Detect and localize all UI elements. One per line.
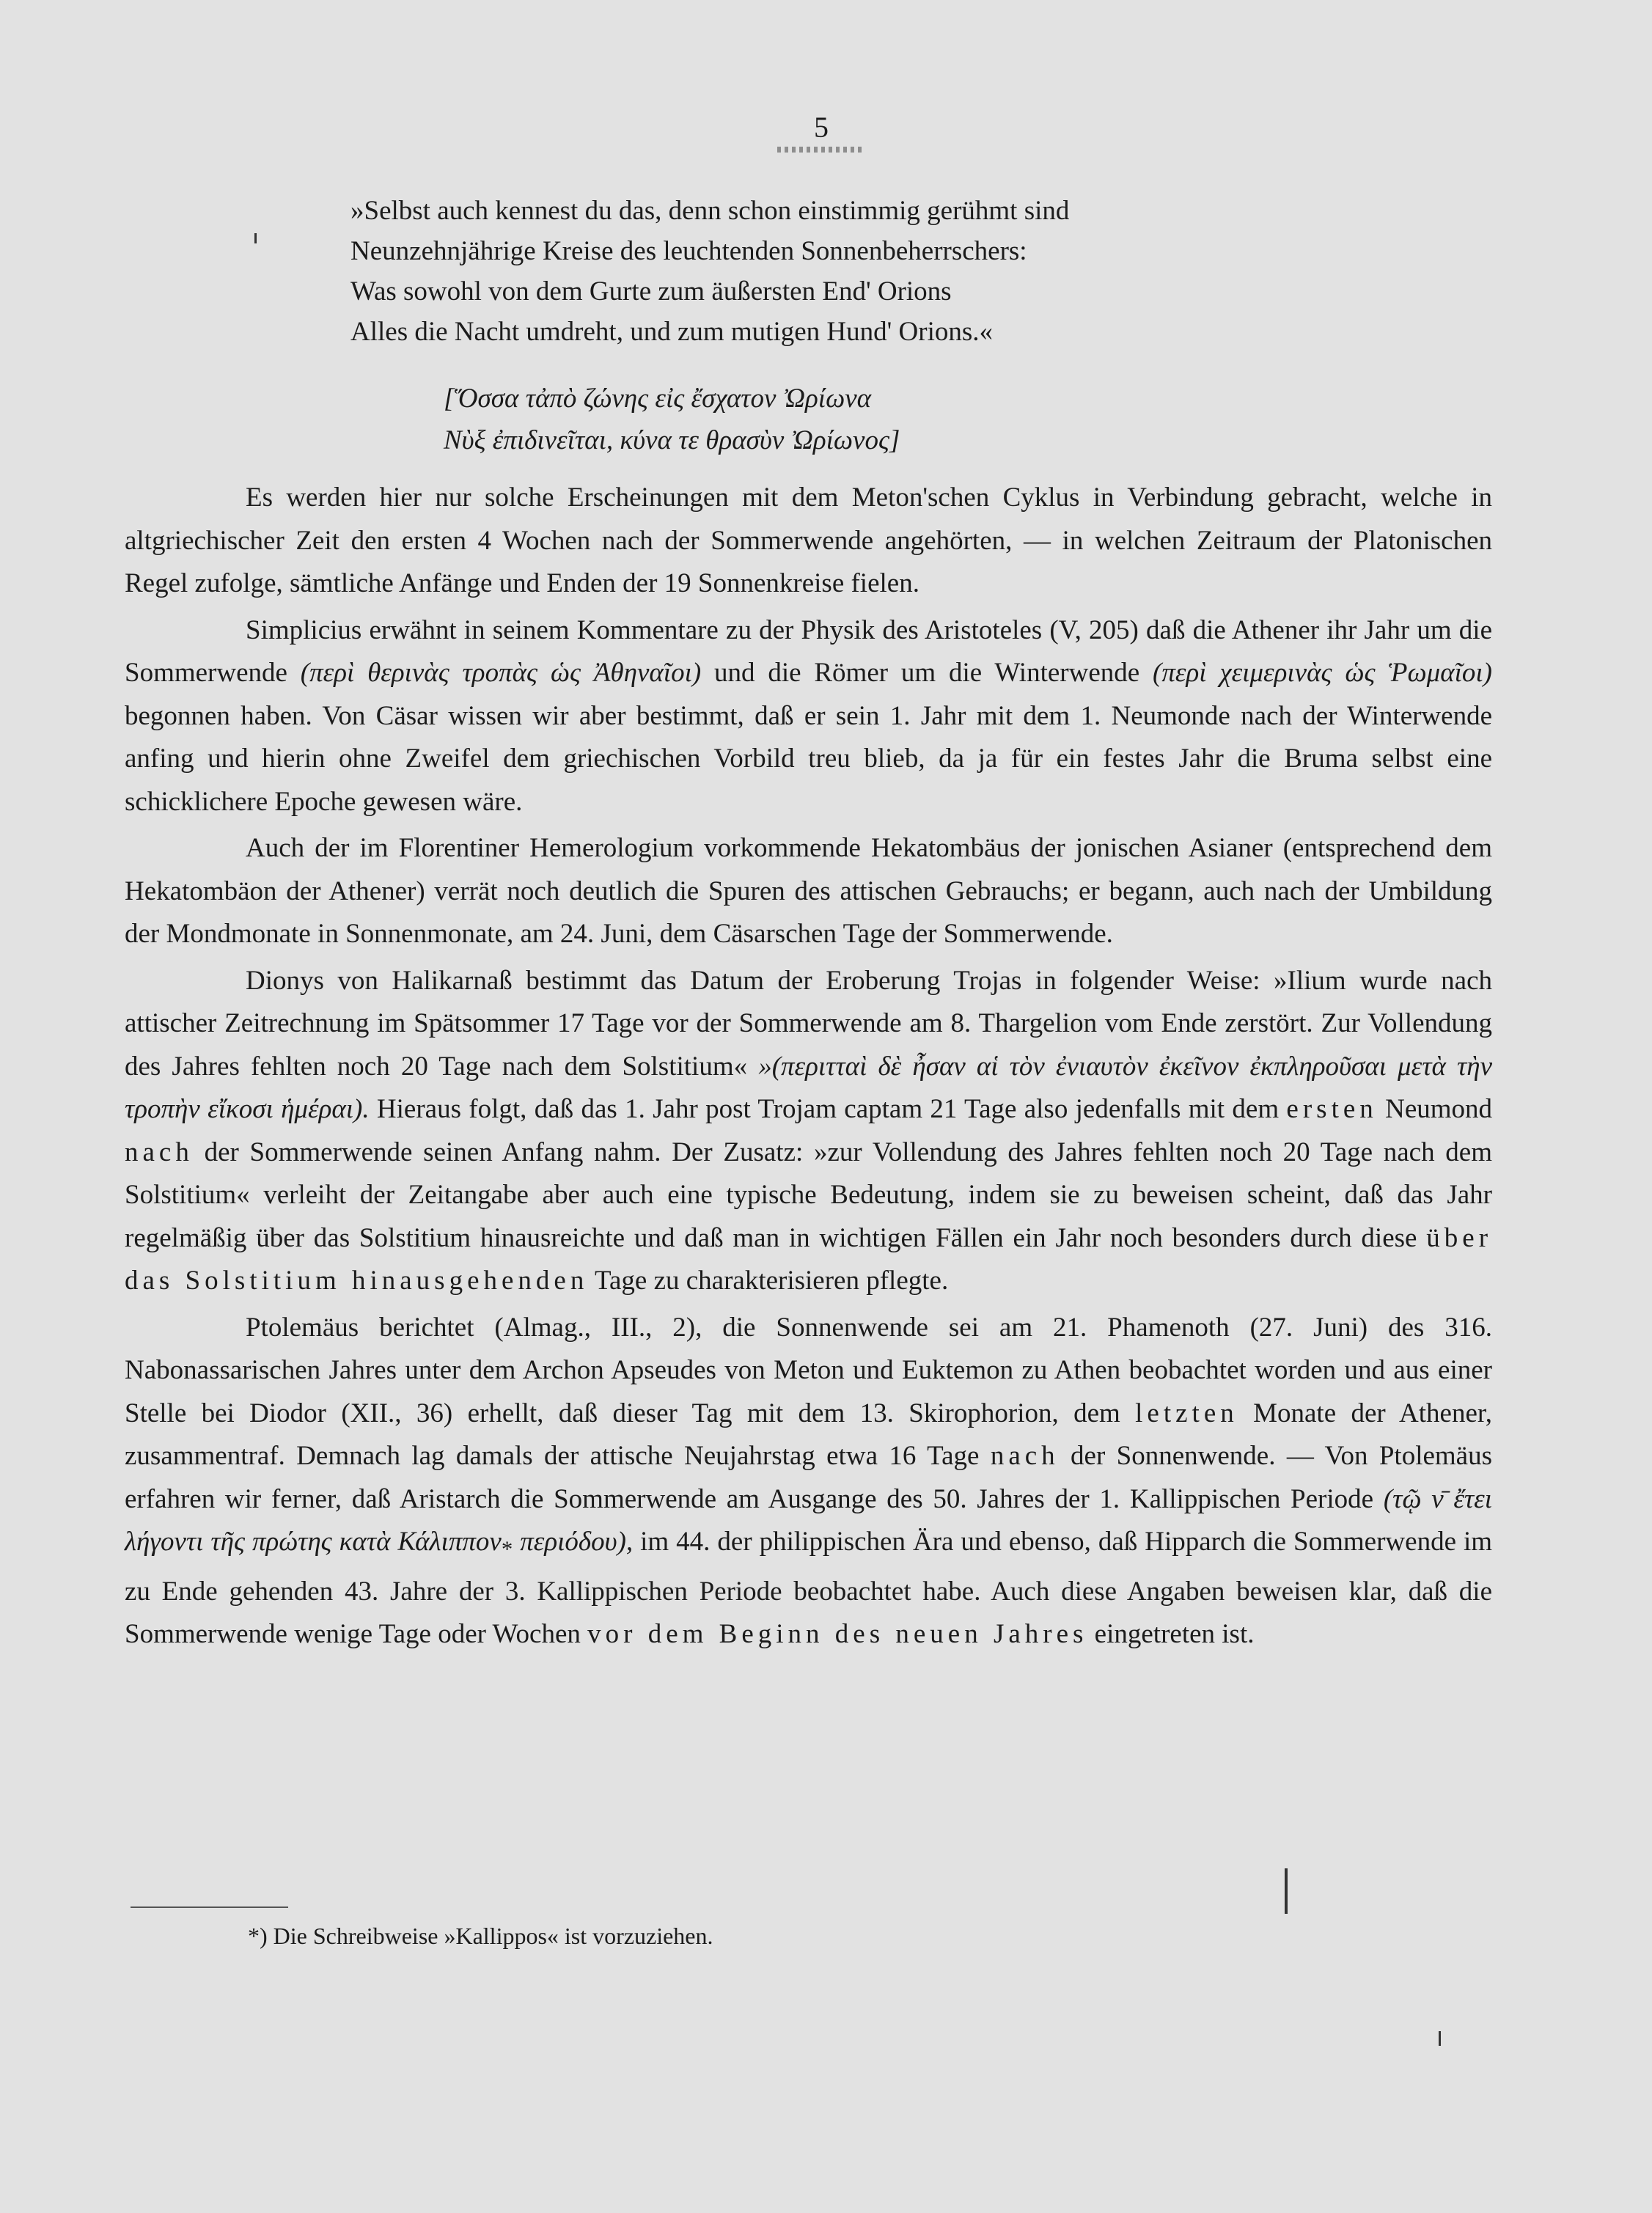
text-run: begonnen haben. Von Cäsar wissen wir aber bestimmt, daß er sein 1. Jahr mit dem 1. Neumonde nach der Winterwende anfing und hierin ohne Zweifel dem griechischen Vorbild treu blieb, da ja für ein festes Jahr die Bruma selbst eine schicklichere Epoche gewesen wäre.: [125, 700, 1492, 817]
spaced-emphasis: nach: [125, 1137, 194, 1167]
greek-verse-line: [Ὅσσα τἀπὸ ζώνης εἰς ἔσχατον Ὠρίωνα: [444, 383, 872, 414]
text-run: eingetreten ist.: [1094, 1619, 1255, 1650]
text-run: Monate der Athener, zusammentraf. Demnach lag damals der attische Neujahrstag etwa 16 Tage: [125, 1398, 1492, 1471]
paragraph-simplicius: [125, 609, 1492, 824]
spaced-emphasis: vor dem Beginn des neuen Jahres: [587, 1619, 1088, 1650]
verse-line: »Selbst auch kennest du das, denn schon einstimmig gerühmt sind: [350, 196, 1070, 226]
text-run: Hieraus folgt, daß das 1. Jahr post Trojam captam 21 Tage also jedenfalls mit dem: [376, 1094, 1280, 1124]
text-run: Ptolemäus berichtet (Almag., III., 2), die Sonnenwende sei am 21. Phamenoth (27. Juni) des 316. Nabonassarischen Jahres unter dem Archon Apseudes von Meton und Euktemon zu Athen beobachtet worden und aus einer Stelle bei Diodor (XII., 36) erhellt, daß dieser Tag mit dem 13. Skirophorion, dem: [125, 1312, 1492, 1428]
spaced-emphasis: ersten: [1286, 1094, 1378, 1124]
spaced-emphasis: nach: [990, 1441, 1060, 1471]
text-run: der Sommerwende seinen Anfang nahm. Der Zusatz: »zur Vollendung des Jahres fehlten noch 20 Tage nach dem Solstitium« verleiht der Zeitangabe aber auch eine typische Bedeutung, indem sie zu beweisen scheint, daß das Jahr regelmäßig über das Solstitium hinausreichte und daß man in wichtigen Fällen ein Jahr noch besonders durch diese: [125, 1137, 1493, 1253]
scan-artifact: [1439, 2031, 1441, 2046]
scan-artifact: [1285, 1868, 1288, 1914]
scan-artifact: [254, 233, 257, 243]
paragraph-ptolemaeus: [125, 1307, 1492, 1656]
greek-quote: (τῷ ν̄ ἔτει λήγοντι τῆς πρώτης κατὰ Κάλιππον: [125, 1483, 1493, 1557]
page-number-ornament: [777, 147, 865, 153]
text-run: der Sonnenwende. — Von Ptolemäus erfahren wir ferner, daß Aristarch die Sommerwende am Ausgange des 50. Jahres der 1. Kallippischen Periode: [125, 1441, 1493, 1514]
text-run: im 44. der philippischen Ära und ebenso, daß Hipparch die Sommerwende im zu Ende gehenden 43. Jahre der 3. Kallippischen Periode beobachtet habe. Auch diese Angaben beweisen klar, daß die Sommerwende wenige Tage oder Wochen: [125, 1527, 1493, 1650]
spaced-emphasis: letzten: [1135, 1398, 1238, 1428]
greek-verse-line: Νὺξ ἐπιδινεῖται, κύνα τε θρασὺν Ὠρίωνος]: [444, 425, 900, 455]
greek-quote: (περὶ χειμερινὰς ὡς Ῥωμαῖοι): [1153, 658, 1493, 688]
verse-line: Neunzehnjährige Kreise des leuchtenden Sonnenbeherrschers:: [350, 236, 1027, 266]
text-run: Dionys von Halikarnaß bestimmt das Datum der Eroberung Trojas in folgender Weise: »Ilium wurde nach attischer Zeitrechnung im Spätsommer 17 Tage vor der Sommerwende am 8. Thargelion vom Ende zerstört. Zur Vollendung des Jahres fehlten noch 20 Tage nach dem Solstitium«: [125, 965, 1492, 1082]
text-run: Tage zu charakterisieren pflegte.: [594, 1266, 949, 1296]
body-text: [125, 477, 1492, 1660]
paragraph-dionys: [125, 960, 1492, 1303]
greek-quote: (περὶ θερινὰς τροπὰς ὡς Ἀθηναῖοι): [300, 658, 702, 688]
greek-quote: περιόδου),: [520, 1527, 634, 1557]
german-verse-quote: [350, 191, 1340, 352]
greek-quote: »(περιτταὶ δὲ ἦσαν αἱ τὸν ἐνιαυτὸν ἐκεῖνον ἐκπληροῦσαι μετὰ τὴν τροπὴν εἴκοσι ἡμέραι).: [125, 1051, 1492, 1124]
verse-line: Alles die Nacht umdreht, und zum mutigen Hund' Orions.«: [350, 317, 994, 347]
text-run: Simplicius erwähnt in seinem Kommentare zu der Physik des Aristoteles (V, 205) daß die Athener ihr Jahr um die Sommerwende: [125, 614, 1492, 688]
text-run: und die Römer um die Winterwende: [714, 658, 1140, 688]
paragraph-meton-cycle: Es werden hier nur solche Erscheinungen mit dem Meton'schen Cyklus in Verbindung gebracht, welche in altgriechischer Zeit den ersten 4 Wochen nach der Sommerwende angehörten, — in welchen Zeitraum der Platonischen Regel zufolge, sämtliche Anfänge und Enden der 19 Sonnenkreise fielen.: [125, 482, 1492, 598]
footnote-marker: *: [501, 1536, 513, 1562]
paragraph-hemerologium: Auch der im Florentiner Hemerologium vorkommende Hekatombäus der jonischen Asianer (entsprechend dem Hekatombäon der Athener) verrät noch deutlich die Spuren des attischen Gebrauchs; er begann, auch nach der Umbildung der Mondmonate in Sonnenmonate, am 24. Juni, dem Cäsarschen Tage der Sommerwende.: [125, 833, 1492, 949]
spaced-emphasis: über das Solstitium hinausgehenden: [125, 1222, 1493, 1296]
page-number: 5: [814, 111, 829, 144]
footnote: *) Die Schreibweise »Kallippos« ist vorzuziehen.: [248, 1923, 713, 1949]
footnote-divider: [131, 1906, 288, 1908]
text-run: Neumond: [1385, 1094, 1493, 1124]
greek-verse-quote: [444, 378, 1250, 461]
verse-line: Was sowohl von dem Gurte zum äußersten End' Orions: [350, 276, 952, 307]
